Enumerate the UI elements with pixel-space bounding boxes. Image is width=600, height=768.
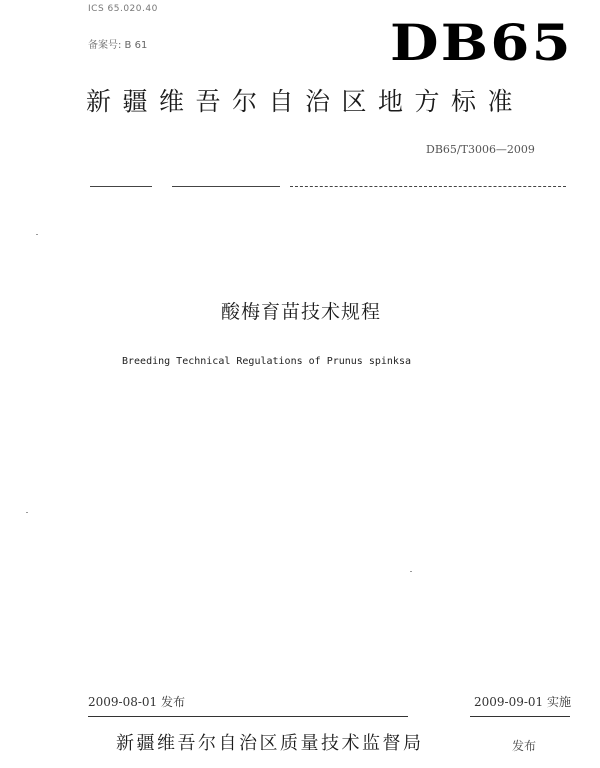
scan-speck [410, 571, 412, 572]
scan-speck [36, 234, 38, 235]
document-subtitle-english: Breeding Technical Regulations of Prunus spinksa [122, 356, 411, 367]
implement-date: 2009-09-01 实施 [474, 695, 572, 709]
header-divider [290, 186, 566, 187]
header-divider [172, 186, 280, 187]
document-title: 酸梅育苗技术规程 [221, 301, 382, 323]
issuing-authority: 新疆维吾尔自治区质量技术监督局 [116, 733, 424, 754]
header-divider [90, 186, 152, 187]
ics-code: ICS 65.020.40 [88, 4, 158, 14]
standard-category-title: 新疆维吾尔自治区地方标准 [86, 87, 525, 116]
scan-speck [26, 512, 28, 513]
record-number: 备案号: B 61 [88, 40, 148, 51]
issue-label: 发布 [512, 739, 537, 753]
footer-divider [88, 716, 408, 717]
db65-logo: DB65 [390, 13, 573, 72]
footer-divider [470, 716, 570, 717]
standard-number: DB65/T3006—2009 [426, 143, 535, 156]
publish-date: 2009-08-01 发布 [88, 695, 186, 709]
